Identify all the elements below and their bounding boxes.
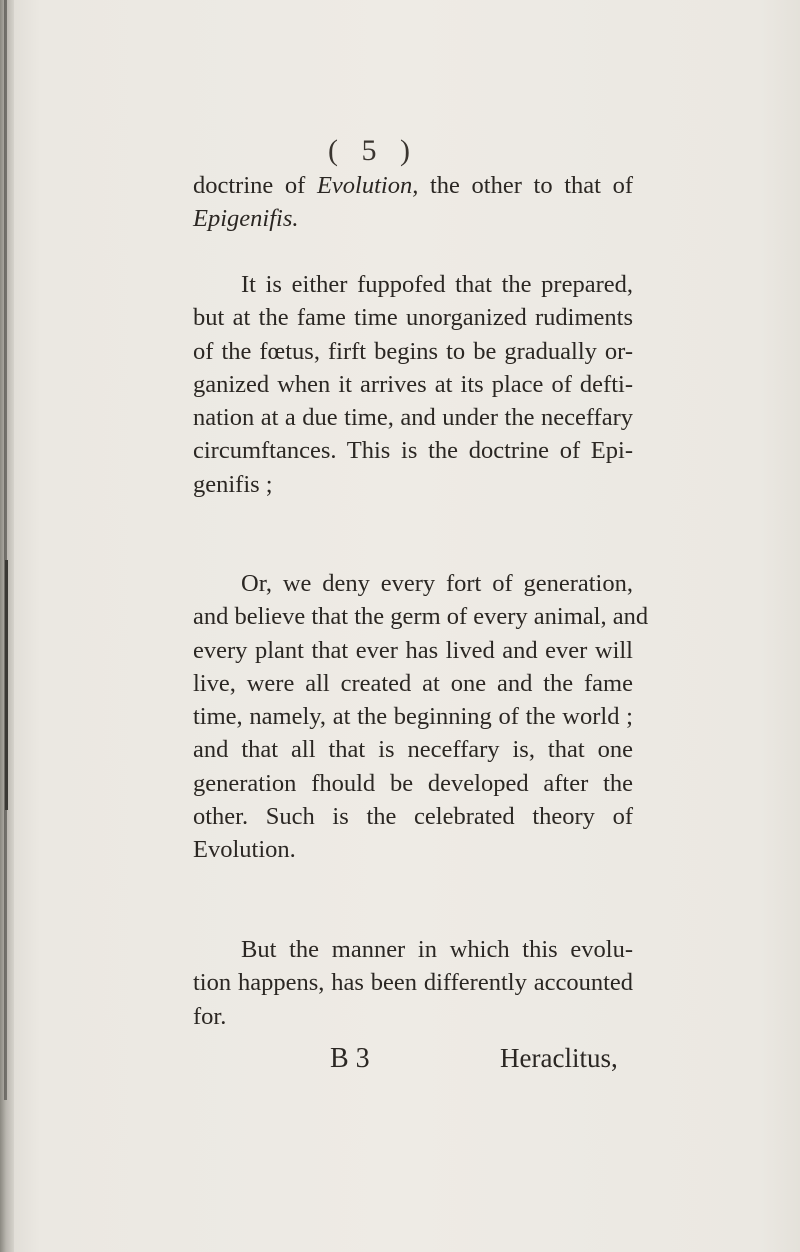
text-line: every plant that ever has lived and ever will — [193, 636, 633, 664]
text-line: It is either fuppofed that the prepared, — [241, 271, 633, 298]
italic-term-line: Epigenifis. — [193, 205, 299, 233]
text-line: of the fœtus, firft begins to be gradually or- — [193, 337, 633, 365]
page-number: ( 5 ) — [328, 134, 418, 167]
text-line: genifis ; — [193, 470, 273, 498]
paragraph-2 — [193, 268, 633, 501]
text-line: ganized when it arrives at its place of defti- — [193, 370, 633, 398]
gutter-shadow — [4, 0, 7, 1100]
paragraph-1 — [193, 169, 633, 236]
text-line: for. — [193, 1002, 227, 1030]
text-span: doctrine of — [193, 172, 317, 199]
text-line: Evolution. — [193, 836, 296, 864]
text-line — [193, 169, 633, 202]
text-line: tion happens, has been differently accounted — [193, 969, 633, 997]
text-line: nation at a due time, and under the neceffary — [193, 404, 633, 432]
text-line: and believe that the germ of every animal, and — [193, 603, 649, 631]
text-line: other. Such is the celebrated theory of — [193, 803, 633, 831]
catchword: Heraclitus, — [500, 1043, 618, 1073]
text-line: time, namely, at the beginning of the world ; — [193, 703, 633, 731]
text-span: the other to that of — [418, 172, 633, 199]
signature-mark: B 3 — [330, 1043, 370, 1074]
paragraph-3 — [193, 567, 649, 867]
text-line: But the manner in which this evolu- — [241, 936, 633, 963]
text-line: and that all that is neceffary is, that one — [193, 736, 633, 764]
text-line: live, were all created at one and the fame — [193, 669, 633, 697]
paragraph-4 — [193, 933, 633, 1033]
gutter-dark-edge — [5, 560, 8, 810]
text-line: generation fhould be developed after the — [193, 769, 633, 797]
text-line: circumftances. This is the doctrine of Epi- — [193, 437, 633, 465]
text-line: Or, we deny every fort of generation, — [241, 570, 633, 597]
italic-term: Evolution, — [316, 172, 419, 199]
text-line: but at the fame time unorganized rudiments — [193, 304, 633, 332]
